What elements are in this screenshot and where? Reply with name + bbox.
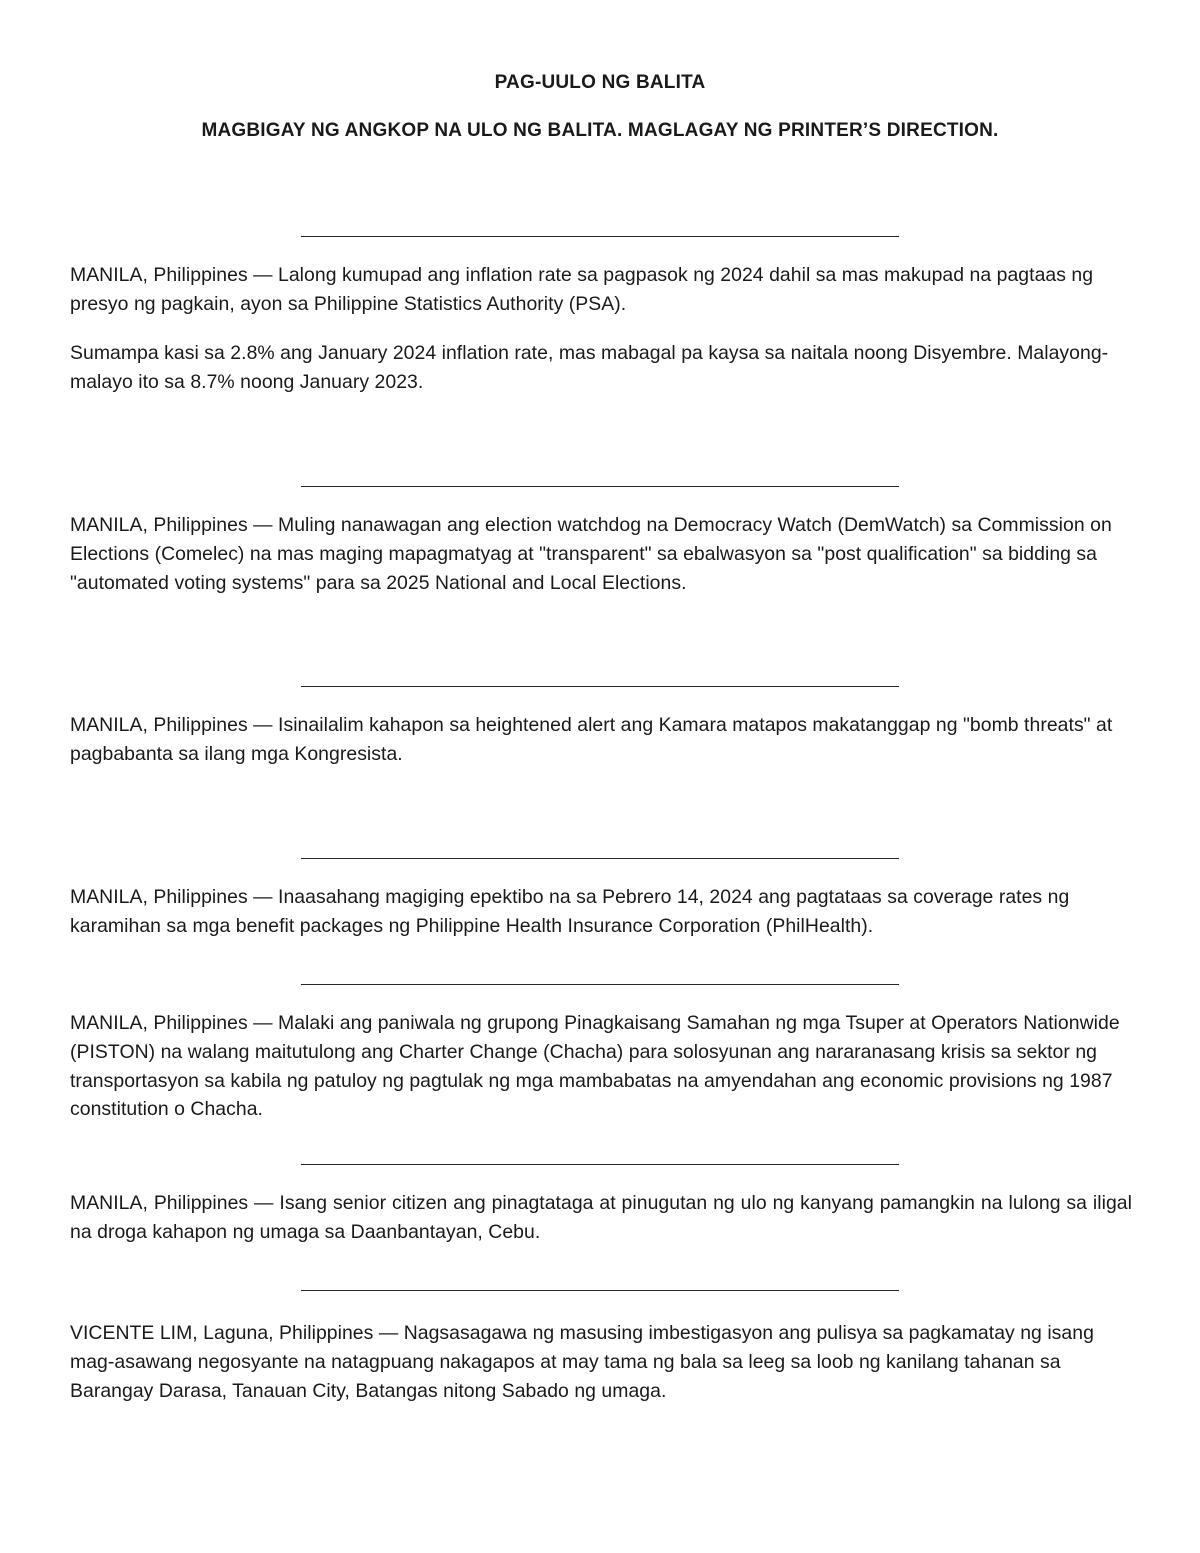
article-paragraph: MANILA, Philippines — Malaki ang paniwala ng grupong Pinagkaisang Samahan ng mga Tsuper at Operators Nationwide (PISTON) na walang maitutulong ang Charter Change (Chacha) para solosyunan ang nararanasang krisis sa sektor ng transportasyon sa kabila ng patuloy ng pagtulak ng mga mambabatas na amyendahan ang economic provisions ng 1987 constitution o Chacha. <box>70 1012 1120 1121</box>
article-paragraph: MANILA, Philippines — Lalong kumupad ang inflation rate sa pagpasok ng 2024 dahil sa mas makupad na pagtaas ng presyo ng pagkain, ayon sa Philippine Statistics Authority (PSA). <box>70 264 1094 315</box>
article-paragraph: Sumampa kasi sa 2.8% ang January 2024 inflation rate, mas mabagal pa kaysa sa naitala noong Disyembre. Malayong-malayo ito sa 8.7% noong January 2023. <box>70 342 1109 393</box>
article-paragraph: MANILA, Philippines — Isinailalim kahapon sa heightened alert ang Kamara matapos makatanggap ng "bomb threats" at pagbabanta sa ilang mga Kongresista. <box>70 714 1113 765</box>
instruction-heading: MAGBIGAY NG ANGKOP NA ULO NG BALITA. MAGLAGAY NG PRINTER’S DIRECTION. <box>201 120 999 141</box>
article-paragraph: VICENTE LIM, Laguna, Philippines — Nagsasagawa ng masusing imbestigasyon ang pulisya sa pagkamatay ng isang mag-asawang negosyante na natagpuang nakagapos at may tama ng bala sa leeg sa loob ng kanilang tahanan sa Barangay Darasa, Tanauan City, Batangas nitong Sabado ng umaga. <box>70 1322 1094 1402</box>
headline-blank-line <box>301 686 899 687</box>
headline-blank-line <box>301 486 899 487</box>
headline-blank-line <box>301 1290 899 1291</box>
headline-blank-line <box>301 984 899 985</box>
article-paragraph: MANILA, Philippines — Inaasahang magiging epektibo na sa Pebrero 14, 2024 ang pagtataas sa coverage rates ng karamihan sa mga benefit packages ng Philippine Health Insurance Corporation (PhilHealth). <box>70 886 1070 937</box>
headline-blank-line <box>301 236 899 237</box>
headline-blank-line <box>301 1164 899 1165</box>
article-paragraph: MANILA, Philippines — Muling nanawagan ang election watchdog na Democracy Watch (DemWatch) sa Commission on Elections (Comelec) na mas maging mapagmatyag at "transparent" sa ebalwasyon sa "post qualification" sa bidding sa "automated voting systems" para sa 2025 National and Local Elections. <box>70 514 1112 594</box>
article-paragraph: MANILA, Philippines — Isang senior citizen ang pinagtataga at pinugutan ng ulo ng kanyang pamangkin na lulong sa iligal na droga kahapon ng umaga sa Daanbantayan, Cebu. <box>70 1192 1132 1243</box>
page-title: PAG-UULO NG BALITA <box>494 72 706 93</box>
headline-blank-line <box>301 858 899 859</box>
